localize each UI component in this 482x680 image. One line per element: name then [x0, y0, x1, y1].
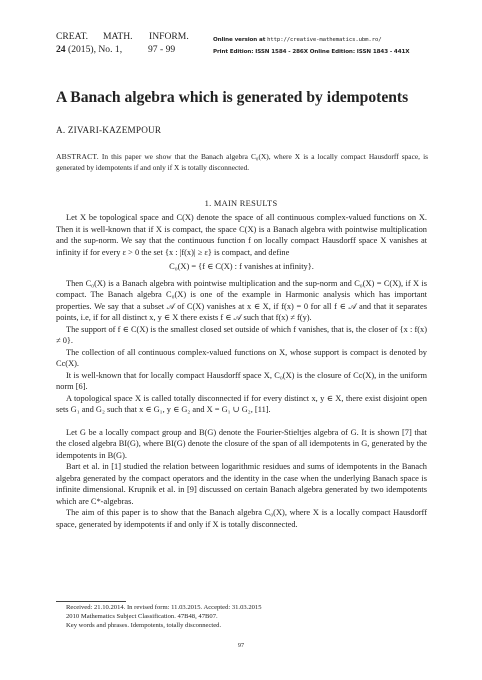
- paragraph: The aim of this paper is to show that the Banach algebra C₀(X), where X is a locally compact Hausdorff space, generated by idempotents if and only if X is totally disconnected.: [56, 508, 427, 529]
- equation: C₀(X) = {f ∈ C(X) : f vanishes at infinity}.: [169, 262, 314, 271]
- section-heading: 1. MAIN RESULTS: [204, 199, 278, 208]
- paragraph: A topological space X is called totally disconnected if for every distinct x, y ∈ X, there exist disjoint open sets G₁ and G₂ such that x ∈ G₁, y ∈ G₂ and X = G₁ ∪ G₂, [11].: [56, 393, 427, 414]
- abstract-label: ABSTRACT.: [56, 152, 99, 161]
- abstract: [56, 152, 428, 174]
- footnote-divider: [56, 601, 126, 602]
- body-text: [56, 212, 427, 530]
- paragraph: It is well-known that for locally compact Hausdorff space X, C₀(X) is the closure of Cc(X), in the uniform norm [6].: [56, 370, 427, 391]
- paper-title: A Banach algebra which is generated by idempotents: [56, 89, 409, 106]
- paragraph: Let G be a locally compact group and B(G) denote the Fourier-Stieltjes algebra of G. It is shown [7] that the closed algebra BI(G), where BI(G) denote the closure of the span of all idempotents in G, generated by the idempotents in B(G).: [56, 427, 427, 460]
- keywords: Key words and phrases. Idempotents, totally disconnected.: [66, 622, 222, 630]
- online-version-label: Online version at: [213, 37, 266, 43]
- journal-header: [56, 31, 194, 56]
- volume-number: 24: [56, 43, 66, 55]
- received-dates: Received: 21.10.2014. In revised form: 11.03.2015. Accepted: 31.03.2015: [66, 604, 262, 611]
- paragraph: The support of f ∈ C(X) is the smallest closed set outside of which f vanishes, that is, the closer of {x : f(x) ≠ 0}.: [56, 324, 427, 345]
- abstract-text: In this paper we show that the Banach algebra C₀(X), where X is a locally compact Hausdorff space, is generated by idempotents if and only if X is totally disconnected.: [56, 152, 428, 172]
- author-name: A. ZIVARI-KAZEMPOUR: [56, 125, 162, 135]
- paragraph: Then C₀(X) is a Banach algebra with pointwise multiplication and the sup-norm and C₀(X) = C(X), if X is compact. The Banach algebra C₀(X) is one of the example in Harmonic analysis which has important properties. We say that a subset 𝒜 of C(X) vanishes at x ∈ X, if f(x) = 0 for all f ∈ 𝒜 and that it separates points, i.e, if for all distinct x, y ∈ X there exists f ∈ 𝒜 such that f(x) ≠ f(y).: [56, 278, 427, 322]
- paragraph: Bart et al. in [1] studied the relation between logarithmic residues and sums of idempotents in the Banach algebra generated by the compact operators and the identity in the case when the underlying Banach space is infinite dimensional. Krupnik et al. in [9] discussed on certain Banach algebra generated by two idempotents which are C*-algebras.: [56, 462, 427, 506]
- online-url[interactable]: http://creative-mathematics.ubm.ro/: [267, 37, 382, 43]
- paragraph: The collection of all continuous complex-valued functions on X, whose support is compact is denoted by Cc(X).: [56, 347, 427, 368]
- footnotes: [66, 603, 262, 631]
- print-edition: Print Edition: ISSN 1584 - 286X Online Edition: ISSN 1843 - 441X: [213, 49, 410, 56]
- journal-edition-info: [213, 34, 410, 58]
- page-number: 97: [237, 642, 245, 649]
- paragraph: Let X be topological space and C(X) denote the space of all continuous complex-valued functions on X. Then it is well-known that if X is compact, the space C(X) is a Banach algebra with pointwise multiplication and the sup-norm. We say that the continuous function f on locally compact Hausdorff space X vanishes at infinity if for every ε > 0 the set {x : |f(x)| ≥ ε} is compact, and define: [56, 213, 427, 257]
- journal-abbr-2: MATH.: [103, 31, 133, 42]
- journal-abbr-3: INFORM.: [149, 31, 189, 42]
- issue-info: (2015), No. 1,: [68, 43, 123, 55]
- journal-abbr-1: CREAT.: [56, 31, 89, 42]
- msc-classification: 2010 Mathematics Subject Classification. 47B48, 47B07.: [66, 613, 218, 621]
- page-range: 97 - 99: [148, 43, 176, 55]
